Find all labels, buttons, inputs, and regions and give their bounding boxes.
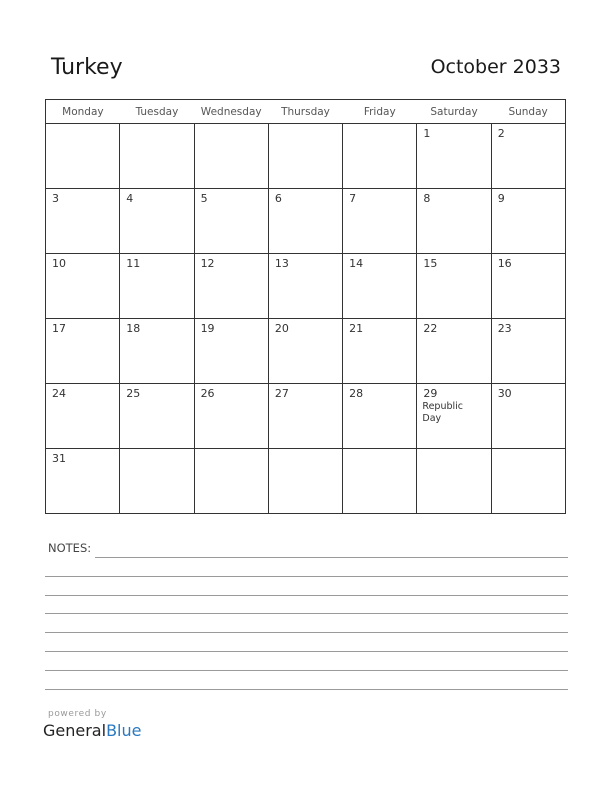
holiday-label: Republic Day <box>422 401 464 424</box>
week-row <box>46 319 566 384</box>
day-number: 21 <box>349 322 364 335</box>
day-cell <box>46 189 120 254</box>
day-cell <box>268 124 342 189</box>
weekday-header: Friday <box>343 100 417 124</box>
day-cell <box>417 124 491 189</box>
day-cell <box>417 449 491 514</box>
day-cell <box>120 254 194 319</box>
day-number: 15 <box>423 257 438 270</box>
notes-line <box>95 557 568 558</box>
day-cell <box>268 189 342 254</box>
day-cell <box>46 449 120 514</box>
day-number: 10 <box>52 257 66 270</box>
day-number: 28 <box>349 387 364 400</box>
day-number: 25 <box>126 387 141 400</box>
day-cell <box>268 254 342 319</box>
weekday-header: Wednesday <box>194 100 268 124</box>
day-number: 5 <box>200 192 208 205</box>
week-row <box>46 189 566 254</box>
day-cell <box>194 254 268 319</box>
day-number: 12 <box>200 257 215 270</box>
day-number: 23 <box>497 322 512 335</box>
day-cell <box>120 384 194 449</box>
day-number: 27 <box>274 387 289 400</box>
brand-general: General <box>43 721 107 740</box>
day-cell <box>491 124 565 189</box>
day-cell <box>491 189 565 254</box>
brand-blue: Blue <box>106 721 142 740</box>
day-cell <box>491 384 565 449</box>
day-number: 8 <box>423 192 431 205</box>
day-cell <box>46 319 120 384</box>
day-cell <box>120 449 194 514</box>
day-cell <box>343 189 417 254</box>
weekday-header-row <box>46 100 566 124</box>
weekday-header: Saturday <box>417 100 491 124</box>
day-cell <box>194 189 268 254</box>
day-number: 24 <box>52 387 66 400</box>
day-cell <box>194 449 268 514</box>
day-cell <box>491 254 565 319</box>
day-cell <box>343 254 417 319</box>
notes-line <box>45 670 568 671</box>
day-number: 22 <box>423 322 438 335</box>
day-cell <box>268 449 342 514</box>
month-year-title: October 2033 <box>430 56 561 78</box>
day-number: 13 <box>274 257 289 270</box>
notes-line <box>45 632 568 633</box>
day-cell <box>194 124 268 189</box>
day-number: 6 <box>274 192 282 205</box>
day-number: 26 <box>200 387 215 400</box>
notes-line <box>45 651 568 652</box>
notes-line <box>45 689 568 690</box>
day-cell <box>343 384 417 449</box>
day-cell <box>46 384 120 449</box>
weekday-header: Sunday <box>491 100 565 124</box>
day-cell <box>417 319 491 384</box>
calendar-grid <box>45 99 566 514</box>
powered-by-text: powered by <box>48 709 107 719</box>
day-number: 20 <box>274 322 289 335</box>
notes-label: NOTES: <box>48 541 92 555</box>
day-number: 9 <box>497 192 505 205</box>
day-cell <box>120 319 194 384</box>
day-cell <box>120 189 194 254</box>
day-cell <box>194 384 268 449</box>
day-number: 11 <box>126 257 141 270</box>
day-cell <box>491 449 565 514</box>
day-cell <box>268 384 342 449</box>
notes-line <box>45 613 568 614</box>
week-row <box>46 449 566 514</box>
day-number: 18 <box>126 322 141 335</box>
week-row <box>46 384 566 449</box>
day-cell <box>268 319 342 384</box>
weekday-header: Thursday <box>268 100 342 124</box>
day-cell <box>417 189 491 254</box>
day-cell <box>120 124 194 189</box>
day-number: 3 <box>52 192 59 205</box>
day-cell <box>417 254 491 319</box>
day-cell <box>343 449 417 514</box>
notes-line <box>45 576 568 577</box>
day-cell <box>417 384 491 449</box>
day-number: 4 <box>126 192 134 205</box>
day-number: 31 <box>52 452 66 465</box>
week-row <box>46 254 566 319</box>
day-cell <box>46 254 120 319</box>
day-cell <box>194 319 268 384</box>
day-cell <box>343 124 417 189</box>
day-number: 19 <box>200 322 215 335</box>
day-number: 14 <box>349 257 364 270</box>
day-cell <box>491 319 565 384</box>
day-number: 16 <box>497 257 512 270</box>
day-number: 30 <box>497 387 512 400</box>
day-cell <box>46 124 120 189</box>
day-number: 29 <box>423 387 438 400</box>
brand-logo <box>43 721 141 740</box>
day-cell <box>343 319 417 384</box>
weekday-header: Monday <box>46 100 120 124</box>
day-number: 2 <box>497 127 505 140</box>
country-title: Turkey <box>51 55 123 80</box>
day-number: 17 <box>52 322 66 335</box>
day-number: 7 <box>349 192 357 205</box>
notes-line <box>45 595 568 596</box>
day-number: 1 <box>423 127 431 140</box>
weekday-header: Tuesday <box>120 100 194 124</box>
week-row <box>46 124 566 189</box>
